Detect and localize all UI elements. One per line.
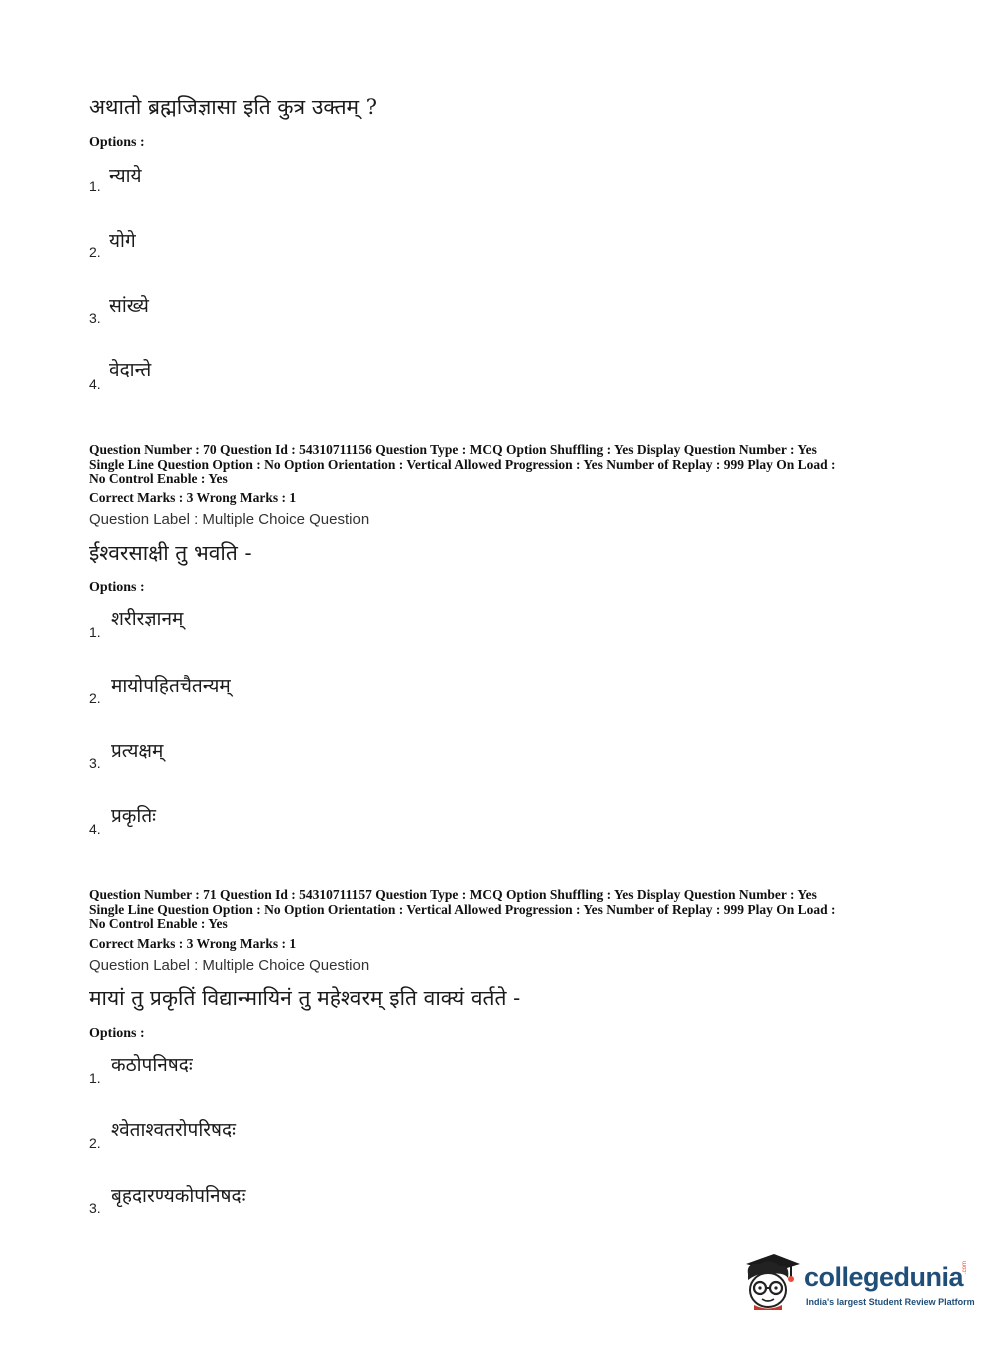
- option-number: 1.: [89, 178, 101, 194]
- question-meta: Question Number : 70 Question Id : 54310711156 Question Type : MCQ Option Shuffling : Yes Display Question Number : Yes Single Line Question Option : No Option Orientation : Vertical Allowed Progression : Yes Number of Replay : 999 Play On Load : No Control Enable : Yes: [89, 442, 836, 486]
- option-number: 4.: [89, 821, 101, 837]
- option-text: मायोपहितचैतन्यम्: [111, 675, 231, 697]
- option-number: 4.: [89, 376, 101, 392]
- option-text: शरीरज्ञानम्: [111, 608, 184, 630]
- option-number: 1.: [89, 624, 101, 640]
- question-meta: Question Number : 71 Question Id : 54310711157 Question Type : MCQ Option Shuffling : Yes Display Question Number : Yes Single Line Question Option : No Option Orientation : Vertical Allowed Progression : Yes Number of Replay : 999 Play On Load : No Control Enable : Yes: [89, 887, 836, 931]
- question-label: Question Label : Multiple Choice Question: [89, 511, 370, 528]
- option-number: 3.: [89, 1200, 101, 1216]
- option-text: न्याये: [109, 165, 142, 187]
- option-number: 3.: [89, 755, 101, 771]
- options-label: Options :: [89, 135, 145, 150]
- option-number: 1.: [89, 1070, 101, 1086]
- option-number: 2.: [89, 244, 101, 260]
- logo-wordmark: collegedunia: [804, 1262, 964, 1292]
- option-text: प्रत्यक्षम्: [111, 740, 164, 762]
- logo-domain: .com: [962, 1260, 968, 1274]
- option-number: 2.: [89, 1135, 101, 1151]
- option-text: योगे: [109, 230, 136, 252]
- question-text: मायां तु प्रकृतिं विद्यान्मायिनं तु महेश्वरम् इति वाक्यं वर्तते -: [89, 986, 521, 1010]
- logo-tagline: India's largest Student Review Platform: [806, 1297, 975, 1307]
- option-text: वेदान्ते: [109, 359, 152, 381]
- question-text: ईश्वरसाक्षी तु भवति -: [89, 541, 252, 565]
- option-number: 3.: [89, 310, 101, 326]
- options-label: Options :: [89, 1026, 145, 1041]
- option-text: कठोपनिषदः: [111, 1054, 193, 1076]
- option-text: सांख्ये: [109, 295, 149, 317]
- question-marks: Correct Marks : 3 Wrong Marks : 1: [89, 936, 297, 951]
- collegedunia-logo: [740, 1250, 975, 1320]
- option-text: बृहदारण्यकोपनिषदः: [111, 1185, 246, 1207]
- question-marks: Correct Marks : 3 Wrong Marks : 1: [89, 490, 297, 505]
- options-label: Options :: [89, 580, 145, 595]
- option-text: श्वेताश्वतरोपरिषदः: [111, 1119, 236, 1141]
- question-label: Question Label : Multiple Choice Question: [89, 957, 370, 974]
- option-text: प्रकृतिः: [111, 805, 156, 827]
- question-text: अथातो ब्रह्मजिज्ञासा इति कुत्र उक्तम् ?: [89, 95, 378, 119]
- option-number: 2.: [89, 690, 101, 706]
- mascot-icon: [740, 1250, 802, 1312]
